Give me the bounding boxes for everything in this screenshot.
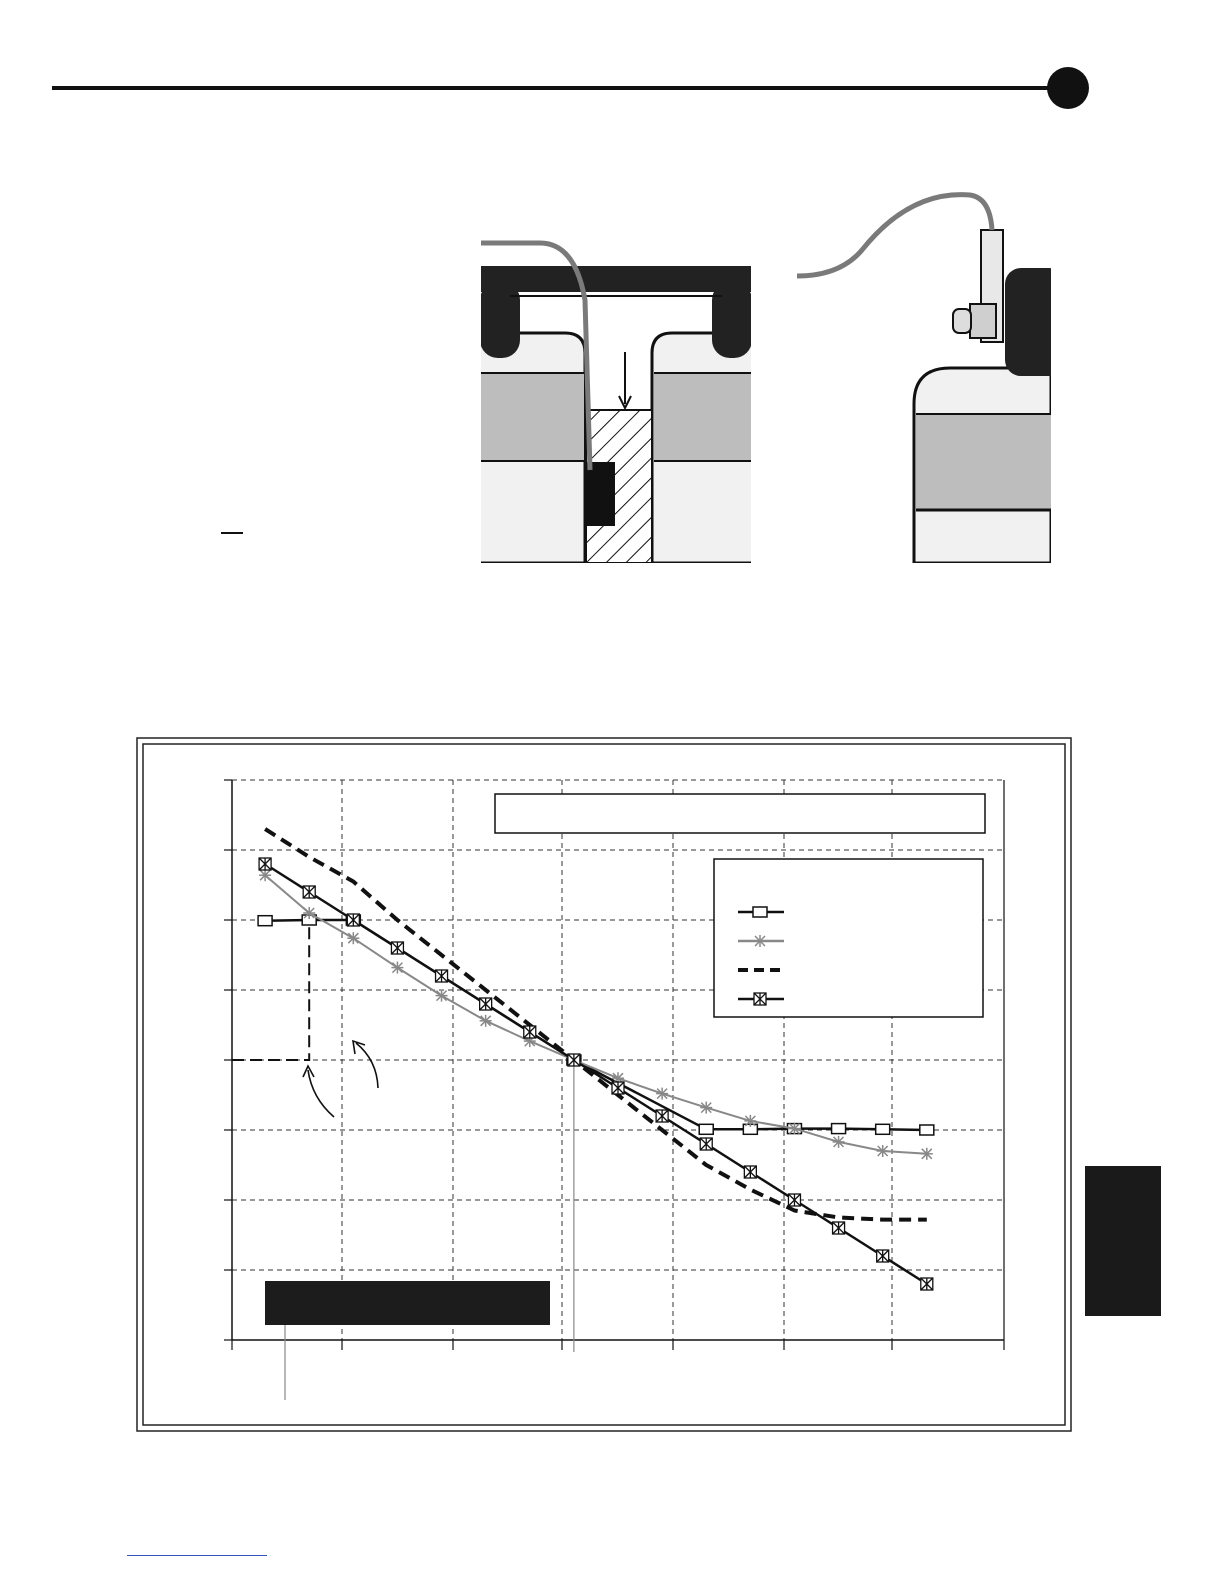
asterisk-marker bbox=[833, 1136, 845, 1148]
asterisk-marker bbox=[303, 907, 315, 919]
square-marker bbox=[258, 916, 272, 926]
asterisk-marker bbox=[436, 990, 448, 1002]
asterisk-marker bbox=[656, 1088, 668, 1100]
square-marker bbox=[699, 1124, 713, 1134]
asterisk-marker bbox=[877, 1145, 889, 1157]
asterisk-marker bbox=[259, 869, 271, 881]
asterisk-marker bbox=[744, 1115, 756, 1127]
crossed-square-marker bbox=[833, 1222, 845, 1234]
chart-legend bbox=[714, 859, 983, 1017]
crossed-square-marker bbox=[347, 914, 359, 926]
crossed-square-marker bbox=[259, 858, 271, 870]
asterisk-marker bbox=[480, 1015, 492, 1027]
asterisk-marker bbox=[754, 935, 766, 947]
asterisk-marker bbox=[347, 932, 359, 944]
crossed-square-marker bbox=[568, 1054, 580, 1066]
crossed-square-marker bbox=[700, 1138, 712, 1150]
chart-caption-bar bbox=[265, 1281, 550, 1325]
crossed-square-marker bbox=[656, 1110, 668, 1122]
crossed-square-marker bbox=[744, 1166, 756, 1178]
annotation-arrow-right bbox=[356, 1043, 378, 1088]
crossed-square-marker bbox=[877, 1250, 889, 1262]
annotation-arrow-left bbox=[308, 1070, 334, 1117]
crossed-square-marker bbox=[303, 886, 315, 898]
square-marker bbox=[753, 907, 767, 917]
crossed-square-marker bbox=[754, 993, 766, 1005]
asterisk-marker bbox=[391, 962, 403, 974]
asterisk-marker bbox=[788, 1123, 800, 1135]
square-marker bbox=[832, 1124, 846, 1134]
crossed-square-marker bbox=[480, 998, 492, 1010]
asterisk-marker bbox=[921, 1148, 933, 1160]
crossed-square-marker bbox=[788, 1194, 800, 1206]
asterisk-marker bbox=[700, 1102, 712, 1114]
crossed-square-marker bbox=[921, 1278, 933, 1290]
crossed-square-marker bbox=[436, 970, 448, 982]
chart-title-box bbox=[495, 794, 985, 833]
square-marker bbox=[876, 1124, 890, 1134]
square-marker bbox=[920, 1125, 934, 1135]
crossed-square-marker bbox=[524, 1026, 536, 1038]
crossed-square-marker bbox=[391, 942, 403, 954]
crossed-square-marker bbox=[612, 1082, 624, 1094]
